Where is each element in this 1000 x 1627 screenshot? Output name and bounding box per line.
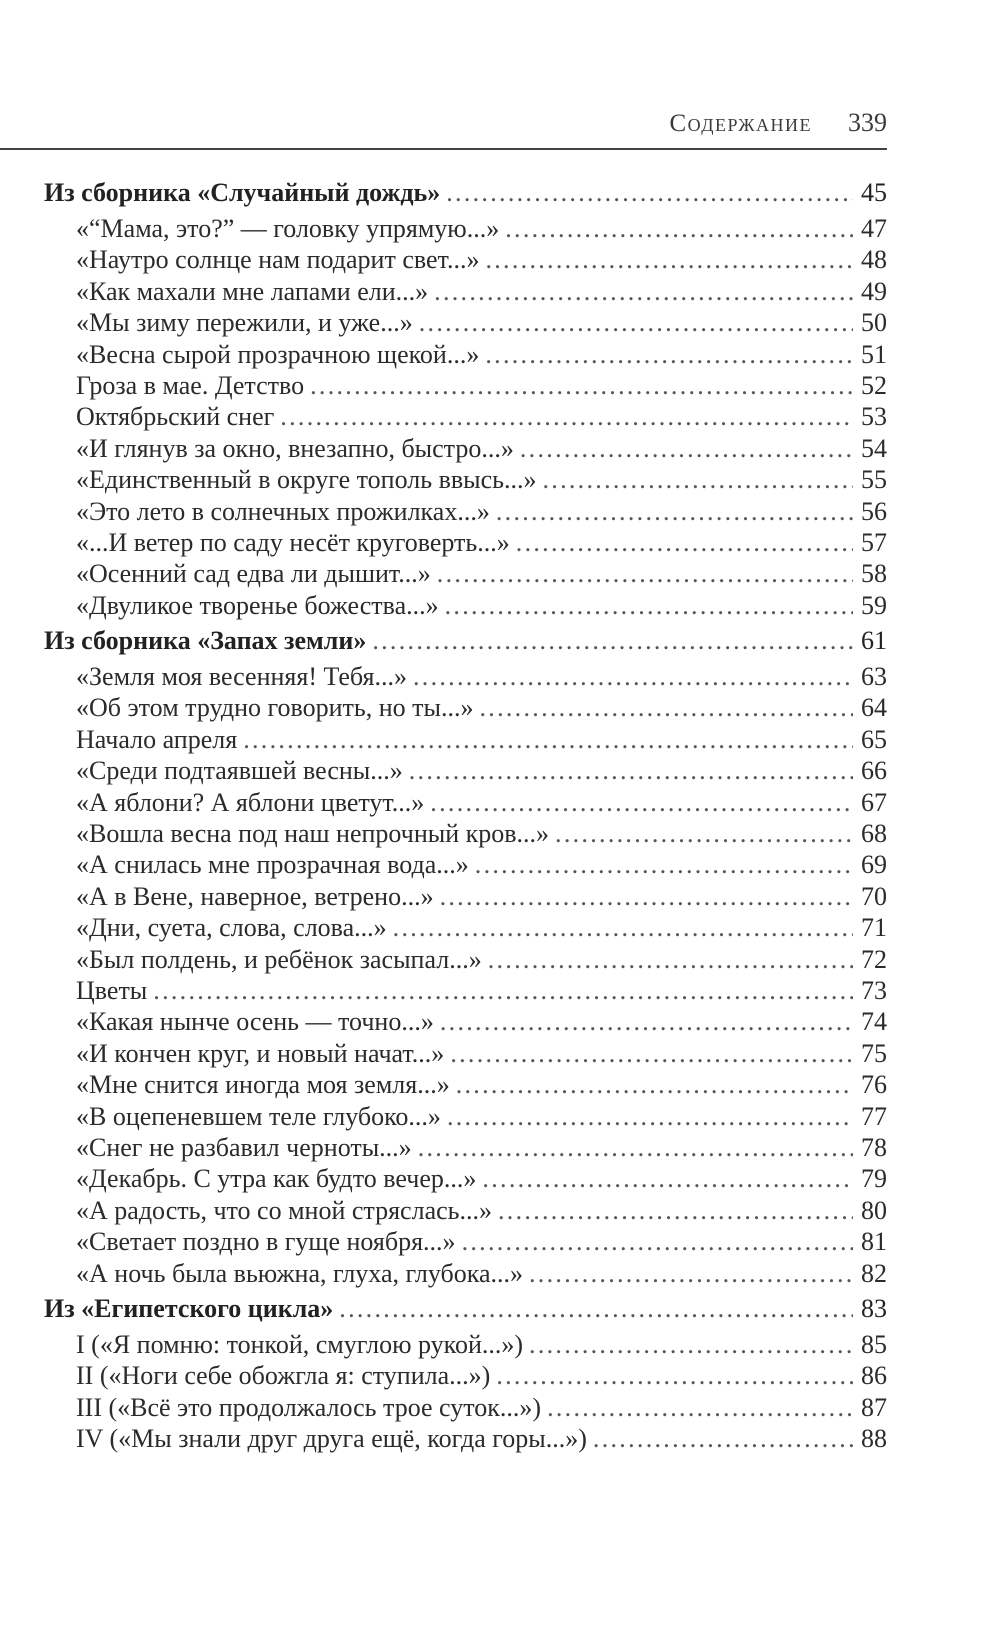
toc-entry-title: «А яблони? А яблони цветут...» [76, 787, 425, 817]
dot-leader [153, 975, 853, 1006]
dot-leader [437, 558, 853, 589]
toc-page-number: 63 [861, 662, 887, 692]
toc-entry [44, 1163, 887, 1194]
toc-page-number: 55 [861, 465, 887, 495]
toc-entry-title: Цветы [76, 975, 148, 1005]
toc-entry [44, 339, 887, 370]
toc-page-number: 78 [861, 1132, 887, 1162]
toc-entry [44, 1258, 887, 1289]
toc-page-number: 72 [861, 944, 887, 974]
dot-leader [280, 401, 853, 432]
dot-leader [419, 307, 853, 338]
toc-entry-title: «В оцепеневшем теле глубоко...» [76, 1101, 441, 1131]
dot-leader [479, 692, 853, 723]
toc-page-number: 51 [861, 339, 887, 369]
toc-page-number: 50 [861, 308, 887, 338]
dot-leader [393, 912, 853, 943]
dot-leader [447, 1101, 853, 1132]
dot-leader [498, 1195, 853, 1226]
running-head-title: Содержание [669, 110, 812, 137]
toc-page-number: 77 [861, 1101, 887, 1131]
dot-leader [446, 176, 853, 210]
dot-leader [440, 881, 853, 912]
toc-entry-title: «“Мама, это?” — головку упрямую...» [76, 214, 500, 243]
toc-entry [44, 1392, 887, 1423]
dot-leader [462, 1226, 853, 1257]
toc-page-number: 68 [861, 819, 887, 849]
toc-entry [44, 276, 887, 307]
toc-page-number: 75 [861, 1038, 887, 1068]
toc-page-number: 79 [861, 1164, 887, 1194]
toc-entry [44, 307, 887, 338]
toc-page-number: 86 [861, 1361, 887, 1391]
toc-entry [44, 370, 887, 401]
toc-entry-title: «Это лето в солнечных прожилках...» [76, 496, 490, 526]
toc-page-number: 65 [861, 724, 887, 754]
toc-entry [44, 558, 887, 589]
toc-entry [44, 1360, 887, 1391]
toc-entry [44, 1226, 887, 1257]
toc-entry-title: «И глянув за окно, внезапно, быстро...» [76, 433, 514, 463]
toc-entry-title: «Двуликое творенье божества...» [76, 590, 439, 620]
toc-page-number: 70 [861, 881, 887, 911]
toc-entry-title: Из «Египетского цикла» [44, 1293, 334, 1323]
toc-entry [44, 1038, 887, 1069]
toc-page-number: 56 [861, 496, 887, 526]
toc-entry [44, 433, 887, 464]
dot-leader [555, 818, 853, 849]
toc-entry-title: «Дни, суета, слова, слова...» [76, 913, 387, 943]
toc-entry [44, 849, 887, 880]
toc-entry [44, 661, 887, 692]
dot-leader [488, 944, 853, 975]
dot-leader [456, 1069, 853, 1100]
toc-entry [44, 975, 887, 1006]
toc-page-number: 54 [861, 433, 887, 463]
toc-entry-title: «Единственный в округе тополь ввысь...» [76, 465, 537, 495]
dot-leader [529, 1258, 853, 1289]
toc-page-number: 61 [861, 626, 887, 656]
dot-leader [505, 213, 853, 244]
toc-entry-title: «Вошла весна под наш непрочный кров...» [76, 819, 550, 849]
toc-entry-title: II («Ноги себе обожгла я: ступила...») [76, 1361, 491, 1391]
toc-entry [44, 527, 887, 558]
running-head [0, 108, 887, 142]
toc-page-number: 88 [861, 1424, 887, 1454]
toc-entry [44, 755, 887, 786]
toc-entry-title: «Осенний сад едва ли дышит...» [76, 559, 431, 589]
toc-entry-title: «Как махали мне лапами ели...» [76, 276, 429, 306]
dot-leader [516, 527, 853, 558]
dot-leader [440, 1006, 853, 1037]
toc-entry-title: «Об этом трудно говорить, но ты...» [76, 693, 474, 723]
dot-leader [372, 624, 853, 658]
toc-entry [44, 1423, 887, 1454]
toc-entry-title: «Наутро солнце нам подарит свет...» [76, 245, 480, 275]
dot-leader [409, 755, 853, 786]
toc-entry [44, 1195, 887, 1226]
toc-page-number: 71 [861, 913, 887, 943]
toc-entry-title: «И кончен круг, и новый начат...» [76, 1038, 445, 1068]
dot-leader [520, 433, 853, 464]
toc-page-number: 83 [861, 1293, 887, 1323]
page-number: 339 [848, 108, 887, 137]
toc-page-number: 69 [861, 850, 887, 880]
toc-entry [44, 1132, 887, 1163]
dot-leader [310, 370, 853, 401]
toc-entry-title: IV («Мы знали друг друга ещё, когда горы...») [76, 1424, 587, 1454]
dot-leader [482, 1163, 853, 1194]
toc-entry [44, 1329, 887, 1360]
toc-entry-title: «Мы зиму пережили, и уже...» [76, 308, 413, 338]
toc-entry [44, 818, 887, 849]
dot-leader [450, 1038, 853, 1069]
toc-page-number: 66 [861, 756, 887, 786]
toc-entry [44, 496, 887, 527]
toc-entry [44, 724, 887, 755]
toc-section-heading [44, 624, 887, 658]
toc-entry [44, 881, 887, 912]
toc-page-number: 85 [861, 1329, 887, 1359]
dot-leader [496, 1360, 853, 1391]
toc-page-number: 64 [861, 693, 887, 723]
toc-page-number: 47 [861, 214, 887, 243]
dot-leader [430, 787, 853, 818]
toc-page-number: 59 [861, 590, 887, 620]
toc-entry [44, 401, 887, 432]
toc-entry [44, 787, 887, 818]
dot-leader [542, 464, 853, 495]
toc-entry [44, 213, 887, 244]
toc-entry-title: Начало апреля [76, 724, 238, 754]
toc-entry-title: «А ночь была вьюжна, глуха, глубока...» [76, 1258, 523, 1288]
toc-entry [44, 244, 887, 275]
dot-leader [339, 1292, 853, 1326]
dot-leader [445, 590, 853, 621]
dot-leader [413, 661, 853, 692]
toc-entry-title: «А в Вене, наверное, ветрено...» [76, 881, 434, 911]
toc-page-number: 49 [861, 276, 887, 306]
toc-entry-title: «Декабрь. С утра как будто вечер...» [76, 1164, 477, 1194]
dot-leader [475, 849, 853, 880]
toc-entry-title: «Мне снится иногда моя земля...» [76, 1070, 450, 1100]
toc-page-number: 57 [861, 527, 887, 557]
toc-page-number: 76 [861, 1070, 887, 1100]
header-rule [0, 148, 887, 150]
toc-entry [44, 1069, 887, 1100]
toc-entry-title: «Был полдень, и ребёнок засыпал...» [76, 944, 482, 974]
toc-entry-title: «Какая нынче осень — точно...» [76, 1007, 434, 1037]
toc-page-number: 52 [861, 370, 887, 400]
dot-leader [485, 244, 853, 275]
toc-page-number: 67 [861, 787, 887, 817]
toc-section-heading [44, 176, 887, 210]
toc-entry [44, 590, 887, 621]
dot-leader [485, 339, 853, 370]
toc-entry [44, 944, 887, 975]
toc-entry-title: «...И ветер по саду несёт круговерть...» [76, 527, 510, 557]
toc-entry-title: «А снилась мне прозрачная вода...» [76, 850, 469, 880]
toc-page-number: 82 [861, 1258, 887, 1288]
toc-entry-title: I («Я помню: тонкой, смуглою рукой...») [76, 1329, 524, 1359]
toc-entry [44, 1101, 887, 1132]
dot-leader [418, 1132, 853, 1163]
dot-leader [434, 276, 853, 307]
table-of-contents [44, 176, 887, 1454]
toc-entry-title: Из сборника «Запах земли» [44, 626, 367, 656]
toc-page-number: 73 [861, 975, 887, 1005]
toc-page-number: 87 [861, 1392, 887, 1422]
toc-entry-title: Гроза в мае. Детство [76, 370, 305, 400]
toc-page-number: 81 [861, 1227, 887, 1257]
dot-leader [529, 1329, 853, 1360]
dot-leader [496, 496, 853, 527]
dot-leader [243, 724, 853, 755]
toc-entry-title: «Весна сырой прозрачною щекой...» [76, 339, 480, 369]
toc-entry-title: «Земля моя весенняя! Тебя...» [76, 662, 407, 692]
toc-page-number: 48 [861, 245, 887, 275]
toc-entry [44, 692, 887, 723]
toc-page-number: 58 [861, 559, 887, 589]
toc-entry-title: «Снег не разбавил черноты...» [76, 1132, 412, 1162]
toc-entry [44, 464, 887, 495]
toc-entry [44, 912, 887, 943]
toc-entry-title: Из сборника «Случайный дождь» [44, 178, 441, 207]
toc-entry-title: Октябрьский снег [76, 402, 275, 432]
toc-entry-title: III («Всё это продолжалось трое суток...») [76, 1392, 542, 1422]
dot-leader [547, 1392, 853, 1423]
toc-entry [44, 1006, 887, 1037]
dot-leader [593, 1423, 853, 1454]
toc-page-number: 45 [861, 178, 887, 207]
toc-page-number: 53 [861, 402, 887, 432]
toc-entry-title: «А радость, что со мной стряслась...» [76, 1195, 492, 1225]
toc-page-number: 74 [861, 1007, 887, 1037]
toc-section-heading [44, 1292, 887, 1326]
toc-entry-title: «Среди подтаявшей весны...» [76, 756, 403, 786]
toc-page-number: 80 [861, 1195, 887, 1225]
toc-entry-title: «Светает поздно в гуще ноября...» [76, 1227, 456, 1257]
